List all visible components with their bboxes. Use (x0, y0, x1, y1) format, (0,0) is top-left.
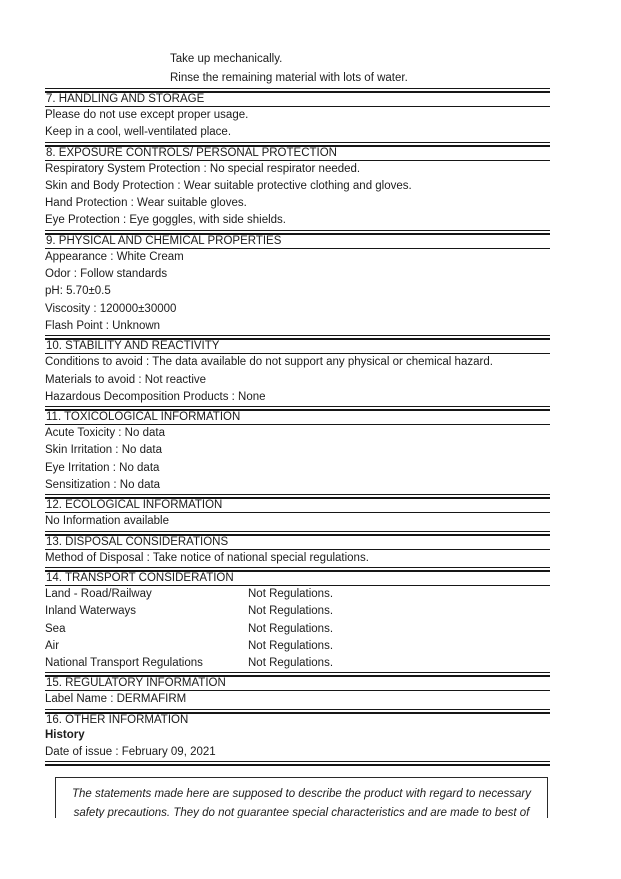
text-line: Hazardous Decomposition Products : None (45, 390, 266, 403)
section-toxicological-information (45, 406, 550, 494)
section-title: 12. ECOLOGICAL INFORMATION (45, 499, 550, 513)
transport-mode-label: Inland Waterways (45, 605, 136, 618)
text-line: Skin Irritation : No data (45, 444, 162, 457)
text-line: Conditions to avoid : The data available do not support any physical or chemical hazard. (45, 356, 493, 369)
previous-section-continuation (170, 50, 550, 88)
transport-mode-label: National Transport Regulations (45, 657, 203, 670)
transport-row (45, 603, 550, 620)
section-body (45, 249, 550, 335)
text-line: Please do not use except proper usage. (45, 109, 249, 121)
section-title: 13. DISPOSAL CONSIDERATIONS (45, 536, 550, 550)
text-line: Rinse the remaining material with lots of water. (170, 72, 408, 84)
text-line: Label Name : DERMAFIRM (45, 693, 187, 706)
text-line: Date of issue : February 09, 2021 (45, 746, 216, 759)
transport-row (45, 621, 550, 638)
text-line: Respiratory System Protection : No special respirator needed. (45, 162, 361, 175)
text-line: Hand Protection : Wear suitable gloves. (45, 197, 247, 210)
text-line: Materials to avoid : Not reactive (45, 373, 207, 386)
section-title: 15. REGULATORY INFORMATION (45, 677, 550, 691)
section-title: 10. STABILITY AND REACTIVITY (45, 340, 550, 354)
section-transport-consideration (45, 567, 550, 672)
section-body (45, 107, 550, 142)
text-line: Viscosity : 120000±30000 (45, 302, 177, 315)
disclaimer-text-line: The statements made here are supposed to describe the product with regard to necessary (72, 788, 531, 801)
transport-row (45, 655, 550, 672)
section-body (45, 513, 550, 530)
text-line: Flash Point : Unknown (45, 319, 161, 332)
section-body (45, 425, 550, 494)
text-line: Appearance : White Cream (45, 250, 184, 263)
section-ecological-information (45, 494, 550, 530)
transport-mode-label: Sea (45, 622, 66, 635)
text-line: Sensitization : No data (45, 479, 161, 492)
text-line: Acute Toxicity : No data (45, 427, 165, 440)
section-physical-chemical-properties (45, 230, 550, 335)
transport-regulation-value: Not Regulations. (248, 639, 334, 652)
transport-row (45, 638, 550, 655)
text-line: No Information available (45, 515, 170, 528)
section-title: 8. EXPOSURE CONTROLS/ PERSONAL PROTECTION (45, 147, 550, 161)
section-other-information (45, 709, 550, 767)
text-line: Keep in a cool, well-ventilated place. (45, 126, 232, 139)
text-line: Eye Irritation : No data (45, 461, 160, 474)
section-title: 7. HANDLING AND STORAGE (45, 93, 550, 107)
text-line: Eye Protection : Eye goggles, with side shields. (45, 214, 286, 227)
transport-regulation-value: Not Regulations. (248, 605, 334, 618)
transport-regulation-value: Not Regulations. (248, 587, 334, 600)
section-title: 16. OTHER INFORMATION (46, 713, 189, 726)
section-handling-and-storage (45, 88, 550, 142)
section-stability-reactivity (45, 335, 550, 406)
section-disposal-considerations (45, 531, 550, 567)
text-line: Method of Disposal : Take notice of national special regulations. (45, 551, 369, 564)
text-line: Skin and Body Protection : Wear suitable protective clothing and gloves. (45, 179, 412, 192)
transport-regulation-value: Not Regulations. (248, 622, 334, 635)
text-line: Take up mechanically. (170, 53, 283, 65)
section-body (45, 550, 550, 567)
history-heading: History (45, 728, 85, 741)
transport-row (45, 586, 550, 603)
section-body (45, 691, 550, 708)
text-line: pH: 5.70±0.5 (45, 285, 111, 298)
text-line: Odor : Follow standards (45, 268, 168, 281)
section-title: 9. PHYSICAL AND CHEMICAL PROPERTIES (45, 235, 550, 249)
transport-regulation-value: Not Regulations. (248, 657, 334, 670)
transport-mode-label: Land - Road/Railway (45, 587, 152, 600)
section-regulatory-information (45, 672, 550, 708)
section-body (45, 586, 550, 672)
section-body (45, 727, 550, 762)
section-title: 14. TRANSPORT CONSIDERATION (45, 572, 550, 586)
transport-mode-label: Air (45, 639, 60, 652)
section-exposure-controls (45, 142, 550, 230)
section-end-divider (45, 761, 550, 766)
section-title: 11. TOXICOLOGICAL INFORMATION (45, 411, 550, 425)
disclaimer-text-line: safety precautions. They do not guarantee special characteristics and are made to best of (73, 807, 530, 819)
section-body (45, 161, 550, 230)
disclaimer-box (55, 777, 548, 818)
section-body (45, 354, 550, 406)
